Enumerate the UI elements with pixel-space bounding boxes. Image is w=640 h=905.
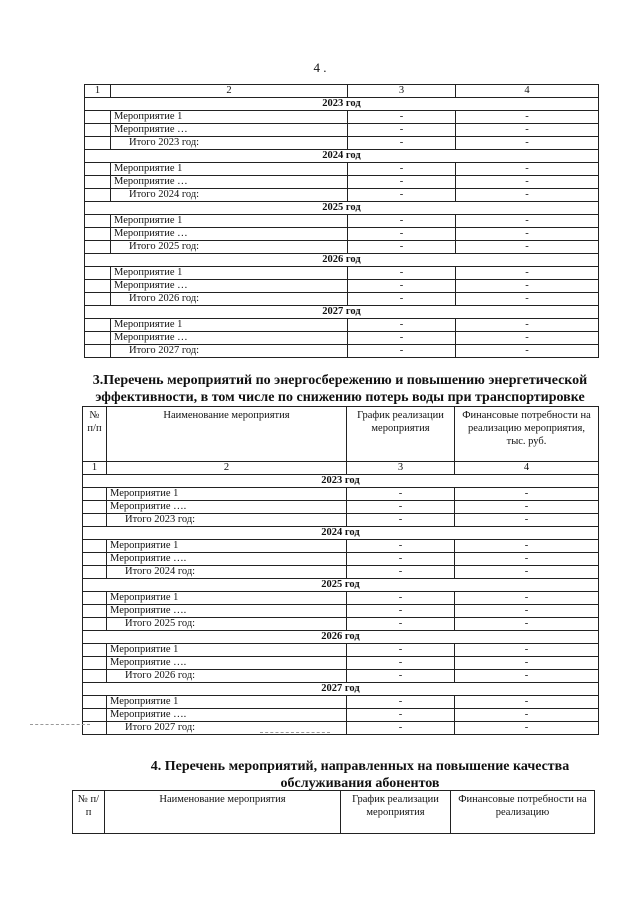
column-number: 1 bbox=[83, 462, 107, 475]
measure-name: Мероприятие 1 bbox=[111, 319, 348, 332]
row-number-cell bbox=[83, 540, 107, 553]
header-schedule: График реализации мероприятия bbox=[347, 407, 455, 462]
finance-value: - bbox=[456, 228, 599, 241]
table-row bbox=[83, 540, 599, 553]
row-number-cell bbox=[85, 332, 111, 345]
table-row bbox=[85, 111, 599, 124]
measure-name: Мероприятие …. bbox=[107, 501, 347, 514]
table-row bbox=[85, 124, 599, 137]
row-number-cell bbox=[85, 345, 111, 358]
schedule-value: - bbox=[348, 215, 456, 228]
column-numbering-row bbox=[85, 85, 599, 98]
table-row bbox=[85, 293, 599, 306]
finance-value: - bbox=[455, 501, 599, 514]
measure-name: Мероприятие 1 bbox=[107, 696, 347, 709]
column-number: 4 bbox=[455, 462, 599, 475]
measure-name: Мероприятие … bbox=[111, 280, 348, 293]
schedule-value: - bbox=[348, 319, 456, 332]
measure-name: Мероприятие … bbox=[111, 176, 348, 189]
schedule-value: - bbox=[348, 280, 456, 293]
schedule-value: - bbox=[347, 514, 455, 527]
schedule-value: - bbox=[348, 176, 456, 189]
measure-name: Мероприятие … bbox=[111, 228, 348, 241]
year-row bbox=[83, 475, 599, 488]
schedule-value: - bbox=[347, 488, 455, 501]
table-row bbox=[85, 215, 599, 228]
row-number-cell bbox=[85, 163, 111, 176]
finance-value: - bbox=[456, 293, 599, 306]
table-row bbox=[83, 709, 599, 722]
measure-name: Мероприятие 1 bbox=[107, 592, 347, 605]
finance-value: - bbox=[455, 618, 599, 631]
table-row bbox=[83, 566, 599, 579]
finance-value: - bbox=[456, 215, 599, 228]
measure-name: Мероприятие …. bbox=[107, 657, 347, 670]
row-number-cell bbox=[83, 566, 107, 579]
year-row bbox=[85, 202, 599, 215]
row-number-cell bbox=[85, 111, 111, 124]
schedule-value: - bbox=[347, 696, 455, 709]
finance-value: - bbox=[456, 241, 599, 254]
finance-value: - bbox=[456, 280, 599, 293]
row-number-cell bbox=[83, 488, 107, 501]
finance-value: - bbox=[456, 319, 599, 332]
row-number-cell bbox=[83, 592, 107, 605]
row-number-cell bbox=[85, 228, 111, 241]
schedule-value: - bbox=[348, 137, 456, 150]
finance-value: - bbox=[455, 514, 599, 527]
table-row bbox=[85, 228, 599, 241]
year-label: 2026 год bbox=[83, 631, 599, 644]
row-number-cell bbox=[83, 618, 107, 631]
table-row bbox=[83, 696, 599, 709]
schedule-value: - bbox=[348, 267, 456, 280]
row-number-cell bbox=[85, 176, 111, 189]
row-number-cell bbox=[85, 189, 111, 202]
measure-name: Мероприятие 1 bbox=[107, 644, 347, 657]
year-label: 2023 год bbox=[85, 98, 599, 111]
table-row bbox=[83, 670, 599, 683]
finance-value: - bbox=[456, 163, 599, 176]
table-row bbox=[83, 514, 599, 527]
measure-name: Мероприятие …. bbox=[107, 605, 347, 618]
table-row bbox=[83, 605, 599, 618]
schedule-value: - bbox=[347, 644, 455, 657]
measure-name: Мероприятие 1 bbox=[111, 215, 348, 228]
schedule-value: - bbox=[347, 540, 455, 553]
row-number-cell bbox=[85, 241, 111, 254]
measure-name: Итого 2025 год: bbox=[107, 618, 347, 631]
row-number-cell bbox=[83, 514, 107, 527]
table-row bbox=[85, 137, 599, 150]
row-number-cell bbox=[83, 657, 107, 670]
year-row bbox=[85, 98, 599, 111]
row-number-cell bbox=[85, 293, 111, 306]
schedule-value: - bbox=[348, 293, 456, 306]
year-label: 2024 год bbox=[85, 150, 599, 163]
year-row bbox=[83, 631, 599, 644]
header-schedule: График реализации мероприятия bbox=[341, 791, 451, 834]
row-number-cell bbox=[83, 501, 107, 514]
table-row bbox=[83, 488, 599, 501]
row-number-cell bbox=[85, 280, 111, 293]
table-continued bbox=[84, 84, 599, 358]
schedule-value: - bbox=[348, 124, 456, 137]
year-label: 2025 год bbox=[83, 579, 599, 592]
column-numbering-row bbox=[83, 462, 599, 475]
measure-name: Мероприятие …. bbox=[107, 553, 347, 566]
row-number-cell bbox=[83, 696, 107, 709]
scan-artifact-line bbox=[30, 724, 90, 725]
column-number: 2 bbox=[111, 85, 348, 98]
column-number: 4 bbox=[456, 85, 599, 98]
schedule-value: - bbox=[347, 566, 455, 579]
schedule-value: - bbox=[348, 163, 456, 176]
table-row bbox=[85, 345, 599, 358]
row-number-cell bbox=[85, 215, 111, 228]
header-name: Наименование мероприятия bbox=[105, 791, 341, 834]
finance-value: - bbox=[455, 566, 599, 579]
measure-name: Итого 2027 год: bbox=[111, 345, 348, 358]
measure-name: Мероприятие 1 bbox=[111, 111, 348, 124]
measure-name: Итого 2026 год: bbox=[107, 670, 347, 683]
finance-value: - bbox=[455, 605, 599, 618]
table-row bbox=[83, 501, 599, 514]
row-number-cell bbox=[83, 670, 107, 683]
header-num: № п/п bbox=[73, 791, 105, 834]
year-label: 2024 год bbox=[83, 527, 599, 540]
table-row bbox=[83, 618, 599, 631]
table-row bbox=[83, 553, 599, 566]
table-header-row bbox=[73, 791, 595, 834]
year-label: 2025 год bbox=[85, 202, 599, 215]
year-row bbox=[85, 254, 599, 267]
table-row bbox=[85, 176, 599, 189]
measure-name: Мероприятие 1 bbox=[111, 267, 348, 280]
header-num: № п/п bbox=[83, 407, 107, 462]
row-number-cell bbox=[83, 605, 107, 618]
measure-name: Мероприятие 1 bbox=[111, 163, 348, 176]
header-finance: Финансовые потребности на реализацию bbox=[451, 791, 595, 834]
finance-value: - bbox=[455, 657, 599, 670]
year-row bbox=[85, 150, 599, 163]
schedule-value: - bbox=[348, 332, 456, 345]
schedule-value: - bbox=[347, 553, 455, 566]
section-4-title: 4. Перечень мероприятий, направленных на повышение качества обслуживания абонентов bbox=[150, 759, 570, 791]
schedule-value: - bbox=[347, 592, 455, 605]
table-row bbox=[85, 267, 599, 280]
column-number: 3 bbox=[348, 85, 456, 98]
finance-value: - bbox=[456, 111, 599, 124]
row-number-cell bbox=[85, 124, 111, 137]
finance-value: - bbox=[455, 488, 599, 501]
table-row bbox=[83, 722, 599, 735]
table-row bbox=[85, 280, 599, 293]
section-3-title: 3.Перечень мероприятий по энергосбережению и повышению энергетической эффективности, в том числе по снижению потерь воды при транспортировке bbox=[92, 373, 588, 405]
finance-value: - bbox=[455, 540, 599, 553]
measure-name: Итого 2025 год: bbox=[111, 241, 348, 254]
measure-name: Мероприятие …. bbox=[107, 709, 347, 722]
year-row bbox=[83, 579, 599, 592]
table-row bbox=[85, 189, 599, 202]
year-row bbox=[85, 306, 599, 319]
measure-name: Мероприятие 1 bbox=[107, 540, 347, 553]
schedule-value: - bbox=[347, 605, 455, 618]
schedule-value: - bbox=[347, 722, 455, 735]
table-header-row bbox=[83, 407, 599, 462]
schedule-value: - bbox=[347, 618, 455, 631]
measure-name: Мероприятие … bbox=[111, 332, 348, 345]
header-name: Наименование мероприятия bbox=[107, 407, 347, 462]
finance-value: - bbox=[456, 345, 599, 358]
table-row bbox=[83, 592, 599, 605]
measure-name: Итого 2023 год: bbox=[111, 137, 348, 150]
table-section-4 bbox=[72, 790, 595, 834]
measure-name: Мероприятие 1 bbox=[107, 488, 347, 501]
table-row bbox=[85, 332, 599, 345]
row-number-cell bbox=[83, 553, 107, 566]
row-number-cell bbox=[83, 644, 107, 657]
column-number: 2 bbox=[107, 462, 347, 475]
finance-value: - bbox=[455, 709, 599, 722]
schedule-value: - bbox=[347, 709, 455, 722]
scan-artifact-line bbox=[260, 732, 330, 733]
finance-value: - bbox=[455, 592, 599, 605]
schedule-value: - bbox=[348, 241, 456, 254]
measure-name: Мероприятие … bbox=[111, 124, 348, 137]
table-section-3 bbox=[82, 406, 599, 735]
column-number: 1 bbox=[85, 85, 111, 98]
finance-value: - bbox=[455, 696, 599, 709]
schedule-value: - bbox=[347, 657, 455, 670]
schedule-value: - bbox=[348, 111, 456, 124]
finance-value: - bbox=[455, 553, 599, 566]
row-number-cell bbox=[83, 709, 107, 722]
row-number-cell bbox=[85, 319, 111, 332]
finance-value: - bbox=[456, 176, 599, 189]
year-label: 2027 год bbox=[85, 306, 599, 319]
table-row bbox=[85, 319, 599, 332]
finance-value: - bbox=[455, 670, 599, 683]
schedule-value: - bbox=[348, 345, 456, 358]
row-number-cell bbox=[85, 137, 111, 150]
table-row bbox=[83, 657, 599, 670]
schedule-value: - bbox=[347, 670, 455, 683]
year-row bbox=[83, 527, 599, 540]
measure-name: Итого 2026 год: bbox=[111, 293, 348, 306]
schedule-value: - bbox=[348, 189, 456, 202]
column-number: 3 bbox=[347, 462, 455, 475]
year-row bbox=[83, 683, 599, 696]
finance-value: - bbox=[455, 644, 599, 657]
page-number: 4 . bbox=[313, 60, 327, 75]
finance-value: - bbox=[456, 137, 599, 150]
measure-name: Итого 2024 год: bbox=[107, 566, 347, 579]
measure-name: Итого 2027 год: bbox=[107, 722, 347, 735]
measure-name: Итого 2024 год: bbox=[111, 189, 348, 202]
finance-value: - bbox=[456, 189, 599, 202]
finance-value: - bbox=[456, 332, 599, 345]
table-row bbox=[83, 644, 599, 657]
year-label: 2027 год bbox=[83, 683, 599, 696]
table-row bbox=[85, 163, 599, 176]
year-label: 2023 год bbox=[83, 475, 599, 488]
schedule-value: - bbox=[347, 501, 455, 514]
schedule-value: - bbox=[348, 228, 456, 241]
table-row bbox=[85, 241, 599, 254]
finance-value: - bbox=[456, 124, 599, 137]
measure-name: Итого 2023 год: bbox=[107, 514, 347, 527]
header-finance: Финансовые потребности на реализацию мероприятия, тыс. руб. bbox=[455, 407, 599, 462]
finance-value: - bbox=[456, 267, 599, 280]
finance-value: - bbox=[455, 722, 599, 735]
year-label: 2026 год bbox=[85, 254, 599, 267]
row-number-cell bbox=[85, 267, 111, 280]
